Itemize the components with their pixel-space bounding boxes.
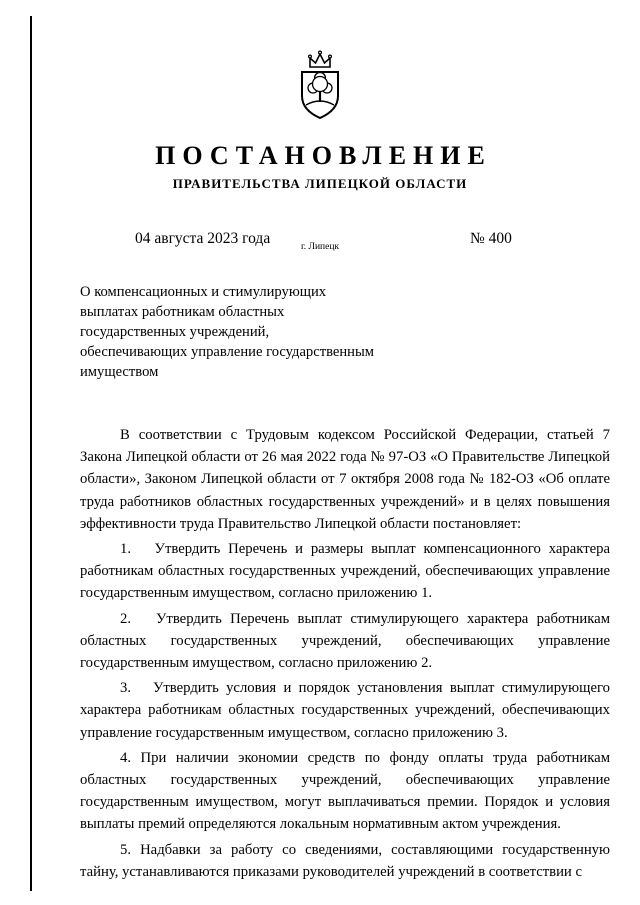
document-body	[80, 424, 610, 883]
body-paragraph: 2. Утвердить Перечень выплат стимулирующего характера работникам областных государственных учреждений, обеспечивающих управление государственным имуществом, согласно приложению 2.	[80, 610, 610, 672]
document-subtitle: ПРАВИТЕЛЬСТВА ЛИПЕЦКОЙ ОБЛАСТИ	[172, 176, 468, 191]
document-title: ПОСТАНОВЛЕНИЕ	[155, 141, 492, 170]
lipetsk-coat-of-arms-icon	[290, 113, 350, 130]
document-date: 04 августа 2023 года	[135, 230, 271, 247]
body-paragraph: 4. При наличии экономии средств по фонду оплаты труда работникам областных государственных учреждений, обеспечивающих управление государственным имуществом, могут выплачиваться премии. Порядок и условия выплаты премий определяются локальным нормативным актом учреждения.	[80, 749, 610, 833]
coat-of-arms	[0, 0, 640, 131]
body-paragraph: В соответствии с Трудовым кодексом Российской Федерации, статьей 7 Закона Липецкой области от 26 мая 2022 года № 97-ОЗ «О Правительстве Липецкой области», Законом Липецкой области от 7 октября 2008 года № 182-ОЗ «Об оплате труда работников областных государственных учреждений» и в целях повышения эффективности труда Правительство Липецкой области постановляет:	[80, 427, 610, 532]
document-place: г. Липецк	[300, 242, 340, 252]
left-margin-rule	[30, 16, 32, 891]
body-paragraph: 5. Надбавки за работу со сведениями, составляющими государственную тайну, устанавливаются приказами руководителей учреждений в соответствии с	[80, 841, 610, 880]
document-subject: О компенсационных и стимулирующих выплатах работникам областных государственных учреждений, обеспечивающих управление государственным имуществом	[80, 284, 375, 380]
body-paragraph: 3. Утвердить условия и порядок установления выплат стимулирующего характера работникам областных государственных учреждений, обеспечивающих управление государственным имуществом, согласно приложению 3.	[80, 680, 610, 741]
document-number: № 400	[470, 230, 512, 247]
body-paragraph: 1. Утвердить Перечень и размеры выплат компенсационного характера работникам областных государственных учреждений, обеспечивающих управление государственным имуществом, согласно приложению 1.	[80, 541, 610, 602]
meta-row	[0, 230, 640, 256]
